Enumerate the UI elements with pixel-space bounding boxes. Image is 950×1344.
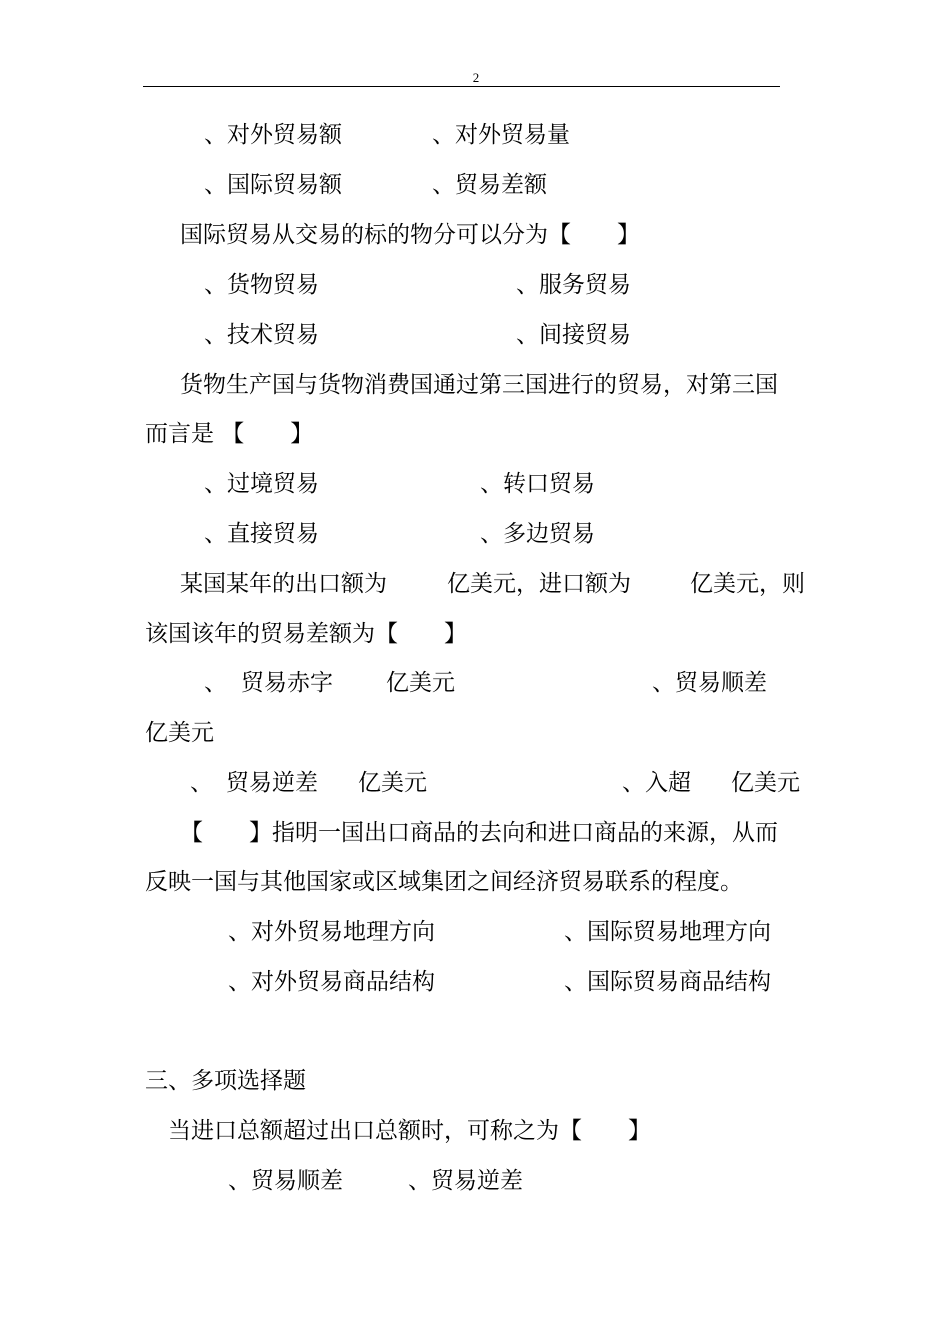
option-c: 、对外贸易商品结构 <box>228 969 435 995</box>
option-b: 、贸易逆差 <box>408 1168 523 1194</box>
option-a-unit: 亿美元 <box>386 670 455 696</box>
option-a: 、货物贸易 <box>204 272 319 298</box>
option-a-prefix: 、 <box>204 670 227 696</box>
page-number: 2 <box>472 70 480 85</box>
question-stem-line1: 【 】指明一国出口商品的去向和进口商品的来源，从而 <box>180 820 778 846</box>
option-a: 、对外贸易地理方向 <box>228 919 435 945</box>
question-stem-part2: 亿美元，进口额为 <box>447 571 631 597</box>
option-d-unit: 亿美元 <box>731 770 800 796</box>
option-b: 、贸易顺差 <box>652 670 767 696</box>
option-c: 、直接贸易 <box>204 521 319 547</box>
option-d: 、贸易差额 <box>432 172 547 198</box>
question-stem-line2: 该国该年的贸易差额为【 】 <box>145 621 467 647</box>
option-c: 、国际贸易额 <box>204 172 342 198</box>
question-stem-line2: 反映一国与其他国家或区域集团之间经济贸易联系的程度。 <box>145 869 743 895</box>
option-c: 贸易逆差 <box>226 770 318 796</box>
option-a: 贸易赤字 <box>241 670 333 696</box>
option-a: 、对外贸易额 <box>204 122 342 148</box>
question-stem-line2: 而言是 【 】 <box>145 421 314 447</box>
option-b: 、转口贸易 <box>480 471 595 497</box>
option-b: 、国际贸易地理方向 <box>564 919 771 945</box>
question-stem-line1: 货物生产国与货物消费国通过第三国进行的贸易，对第三国 <box>180 372 778 398</box>
question-stem: 国际贸易从交易的标的物分可以分为【 】 <box>180 222 640 248</box>
option-b: 、服务贸易 <box>516 272 631 298</box>
option-b-unit: 亿美元 <box>145 720 214 746</box>
option-d: 、入超 <box>622 770 691 796</box>
header-rule <box>143 86 780 87</box>
option-a: 、贸易顺差 <box>228 1168 343 1194</box>
question-stem-part1: 某国某年的出口额为 <box>180 571 387 597</box>
question-stem: 当进口总额超过出口总额时，可称之为【 】 <box>168 1118 651 1144</box>
option-c-prefix: 、 <box>190 770 213 796</box>
option-b: 、对外贸易量 <box>432 122 570 148</box>
section-heading: 三、多项选择题 <box>145 1068 306 1094</box>
option-d: 、多边贸易 <box>480 521 595 547</box>
option-d: 、间接贸易 <box>516 322 631 348</box>
option-d: 、国际贸易商品结构 <box>564 969 771 995</box>
option-c-unit: 亿美元 <box>358 770 427 796</box>
option-a: 、过境贸易 <box>204 471 319 497</box>
question-stem-part3: 亿美元，则 <box>690 571 805 597</box>
option-c: 、技术贸易 <box>204 322 319 348</box>
